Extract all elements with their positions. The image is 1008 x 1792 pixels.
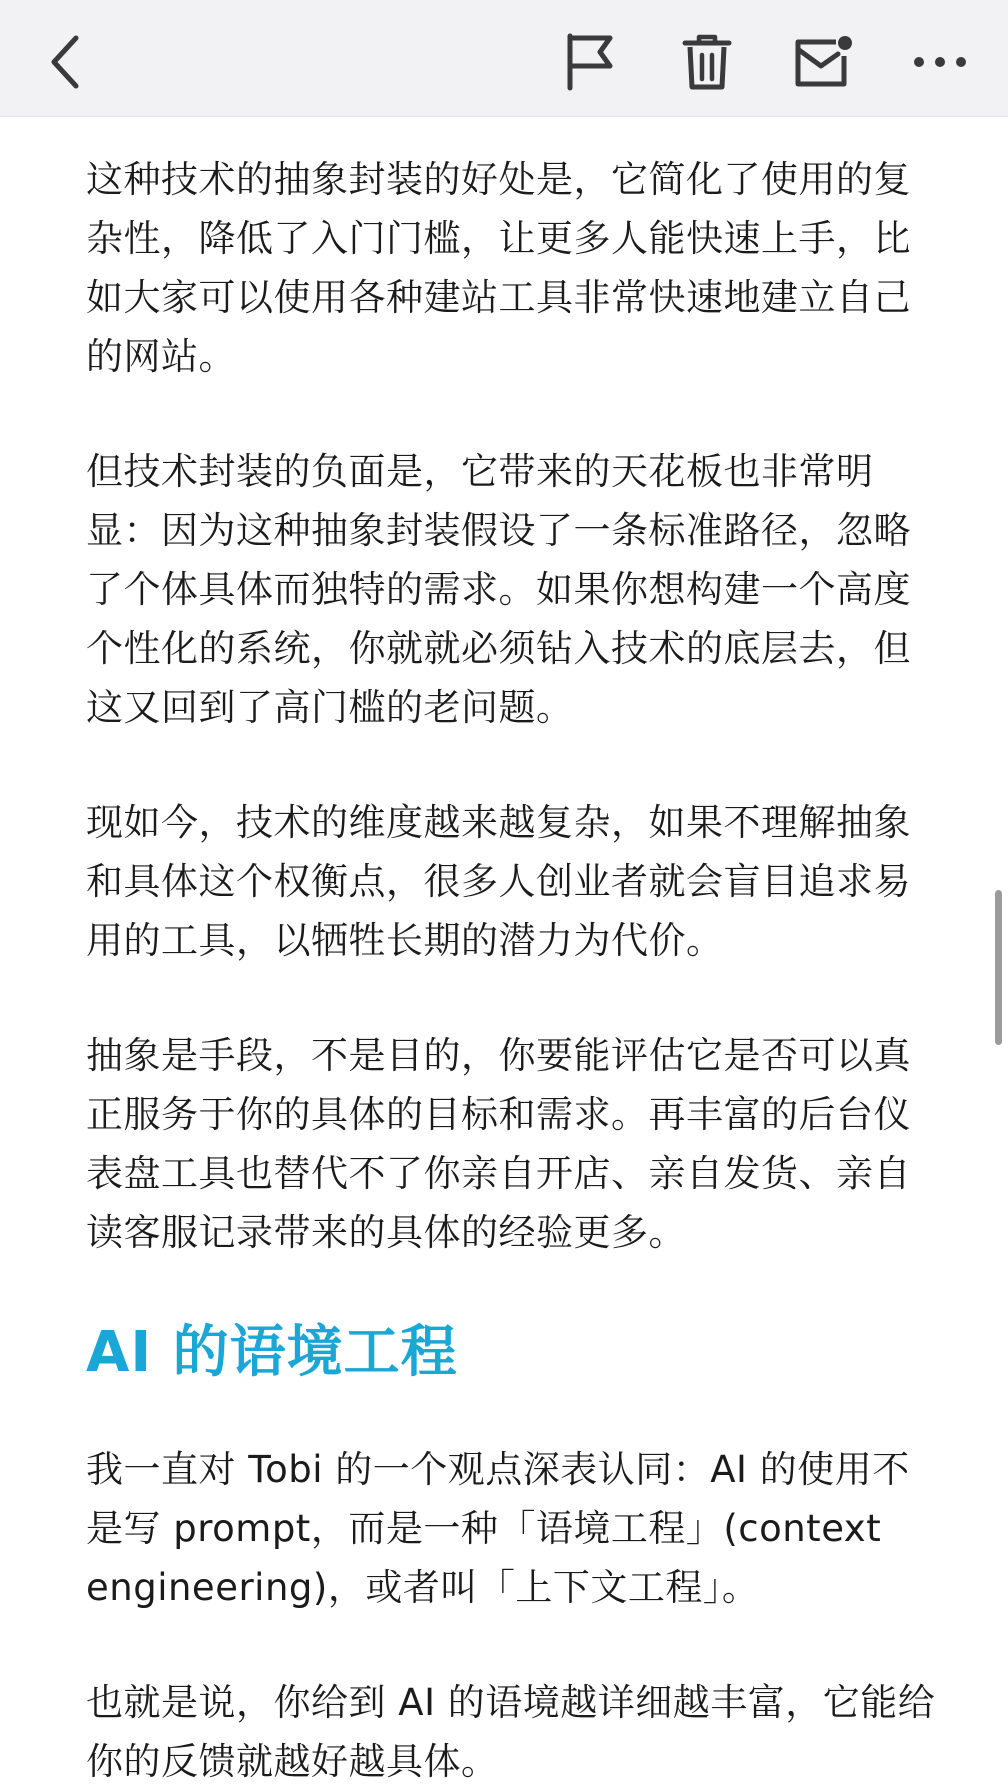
paragraph-abstraction-benefits: 这种技术的抽象封装的好处是，它简化了使用的复杂性，降低了入门门槛，让更多人能快速上手，比如大家可以使用各种建站工具非常快速地建立自己的网站。 xyxy=(86,158,911,378)
flag-icon xyxy=(564,32,616,92)
paragraph-context-detail: 也就是说，你给到 AI 的语境越详细越丰富，它能给你的反馈就越好越具体。 xyxy=(86,1681,936,1783)
chevron-left-icon xyxy=(46,34,86,90)
trash-icon xyxy=(682,33,732,91)
top-toolbar xyxy=(0,0,1008,117)
mark-unread-button[interactable] xyxy=(787,26,859,98)
email-body xyxy=(86,150,936,1792)
mail-unread-icon xyxy=(792,34,854,90)
paragraph-abstraction-downsides: 但技术封装的负面是，它带来的天花板也非常明显：因为这种抽象封装假设了一条标准路径，忽略了个体具体而独特的需求。如果你想构建一个高度个性化的系统，你就就必须钻入技术的底层去，但这又回到了高门槛的老问题。 xyxy=(86,450,911,729)
vertical-scrollbar[interactable] xyxy=(995,890,1002,1045)
ellipsis-icon xyxy=(912,55,968,69)
paragraph-abstraction-means: 抽象是手段，不是目的，你要能评估它是否可以真正服务于你的具体的目标和需求。再丰富的后台仪表盘工具也替代不了你亲自开店、亲自发货、亲自读客服记录带来的具体的经验更多。 xyxy=(86,1034,911,1254)
section-heading: AI 的语境工程 xyxy=(86,1320,458,1385)
delete-button[interactable] xyxy=(671,26,743,98)
paragraph-context-engineering: 我一直对 Tobi 的一个观点深表认同：AI 的使用不是写 prompt，而是一种「语境工程」(context engineering)，或者叫「上下文工程」。 xyxy=(86,1448,910,1609)
more-button[interactable] xyxy=(904,26,976,98)
paragraph-tradeoff: 现如今，技术的维度越来越复杂，如果不理解抽象和具体这个权衡点，很多人创业者就会盲目追求易用的工具，以牺牲长期的潜力为代价。 xyxy=(86,801,911,962)
back-button[interactable] xyxy=(30,26,102,98)
flag-button[interactable] xyxy=(554,26,626,98)
